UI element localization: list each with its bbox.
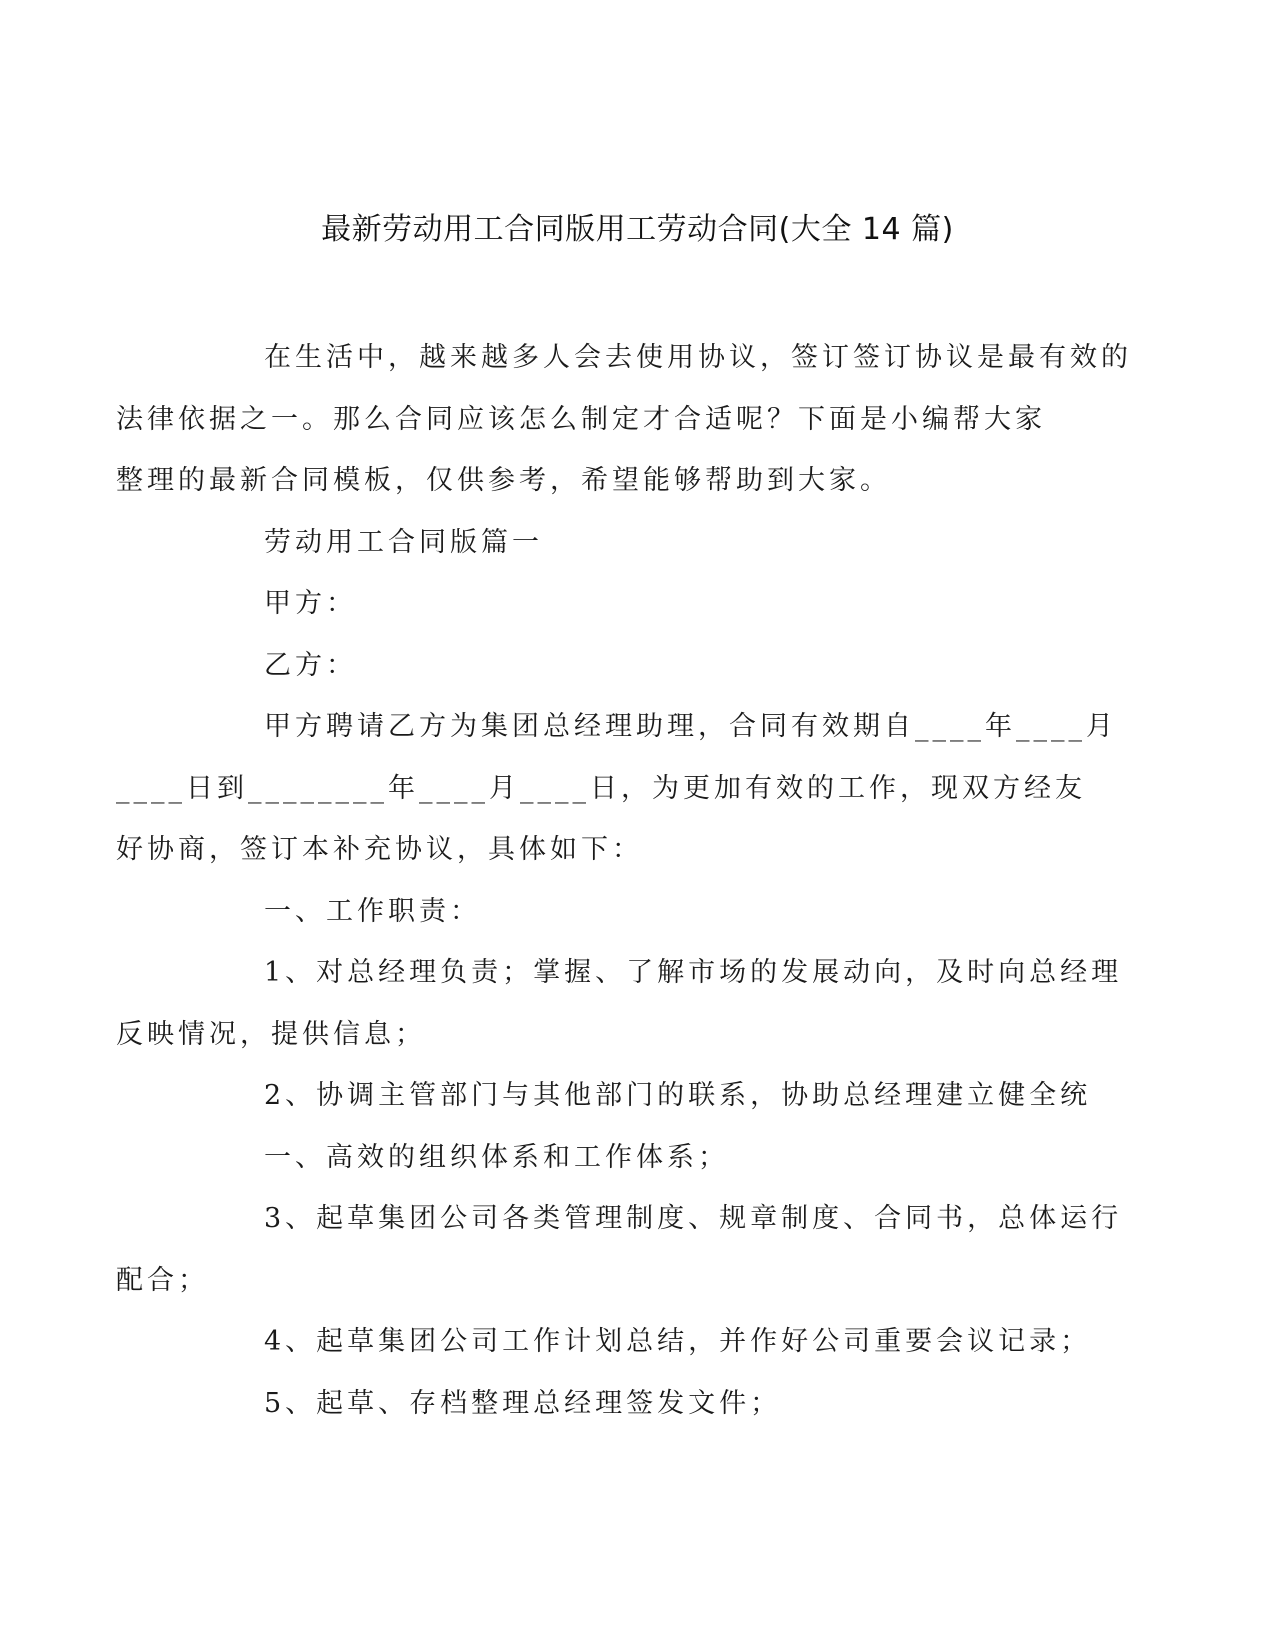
text-line: 一、工作职责：	[264, 895, 481, 927]
text-line: 法律依据之一。那么合同应该怎么制定才合适呢？下面是小编帮大家	[116, 403, 1046, 435]
document-title: 最新劳动用工合同版用工劳动合同(大全 14 篇)	[321, 212, 954, 247]
paragraph-term	[116, 696, 1117, 881]
clause-item	[116, 942, 1123, 1065]
text-line: 5、起草、存档整理总经理签发文件；	[264, 1387, 782, 1419]
clause-item	[190, 1373, 1080, 1435]
text-line: 劳动用工合同版篇一	[264, 526, 543, 558]
text-line: ____日到________年____月____日，为更加有效的工作，现双方经友	[116, 772, 1086, 804]
text-line: 反映情况，提供信息；	[116, 1018, 426, 1050]
clause-heading	[190, 881, 1080, 943]
text-line: 4、起草集团公司工作计划总结，并作好公司重要会议记录；	[264, 1326, 1092, 1357]
text-line: 整理的最新合同模板，仅供参考，希望能够帮助到大家。	[116, 465, 891, 496]
text-line: 好协商，签订本补充协议，具体如下：	[116, 834, 643, 865]
text-line: 乙方：	[264, 649, 357, 681]
party-a-label	[190, 573, 1080, 635]
clause-item	[116, 1188, 1123, 1311]
clause-item	[190, 1065, 1092, 1127]
party-b-label	[190, 635, 1080, 697]
text-line: 甲方：	[264, 588, 357, 619]
paragraph-intro	[116, 327, 1132, 512]
text-line: 配合；	[116, 1264, 209, 1296]
text-line: 2、协调主管部门与其他部门的联系，协助总经理建立健全统	[264, 1080, 1092, 1111]
text-line: 3、起草集团公司各类管理制度、规章制度、合同书，总体运行	[264, 1203, 1123, 1234]
text-line: 甲方聘请乙方为集团总经理助理，合同有效期自____年____月	[264, 711, 1117, 742]
text-line: 一、高效的组织体系和工作体系；	[264, 1141, 729, 1173]
text-line: 在生活中，越来越多人会去使用协议，签订签订协议是最有效的	[264, 342, 1132, 373]
clause-item	[190, 1311, 1092, 1373]
document-body	[116, 327, 1132, 1434]
clause-item	[190, 1127, 1080, 1189]
text-line: 1、对总经理负责；掌握、了解市场的发展动向，及时向总经理	[264, 957, 1123, 988]
section-heading	[190, 512, 1080, 574]
